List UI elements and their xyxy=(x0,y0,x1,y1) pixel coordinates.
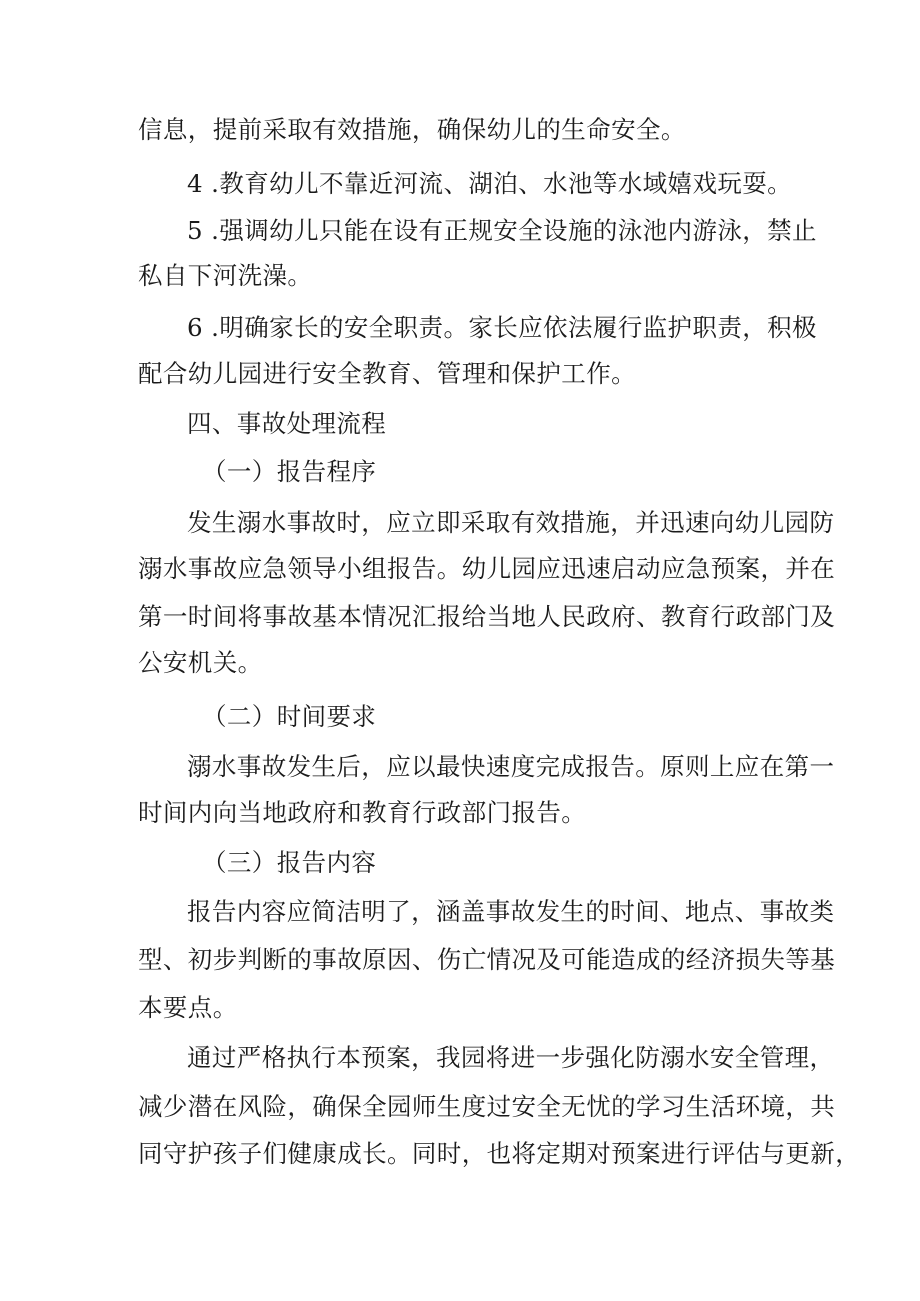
list-item-4: 4 .教育幼儿不靠近河流、湖泊、水池等水域嬉戏玩耍。 xyxy=(187,169,793,198)
body-text-line: 发生溺水事故时，应立即采取有效措施，并迅速向幼儿园防 xyxy=(187,508,835,537)
body-text-line: 公安机关。 xyxy=(138,648,263,677)
body-text-line: 第一时间将事故基本情况汇报给当地人民政府、教育行政部门及 xyxy=(138,602,836,631)
body-text-line: 配合幼儿园进行安全教育、管理和保护工作。 xyxy=(138,359,636,388)
list-item-5: 5 .强调幼儿只能在设有正规安全设施的泳池内游泳，禁止 xyxy=(187,216,817,245)
body-text-line: 溺水事故发生后，应以最快速度完成报告。原则上应在第一 xyxy=(187,752,835,781)
body-text-line: 通过严格执行本预案，我园将进一步强化防溺水安全管理， xyxy=(187,1043,835,1072)
body-text-line: 型、初步判断的事故原因、伤亡情况及可能造成的经济损失等基 xyxy=(138,945,836,974)
body-text-line: 同守护孩子们健康成长。同时，也将定期对预案进行评估与更新， xyxy=(138,1139,861,1168)
section-heading: 四、事故处理流程 xyxy=(187,409,387,438)
subsection-heading: （一）报告程序 xyxy=(202,457,377,486)
body-text-line: 报告内容应简洁明了，涵盖事故发生的时间、地点、事故类 xyxy=(187,897,835,926)
body-text-line: 私自下河洗澡。 xyxy=(138,261,313,290)
list-item-6: 6 .明确家长的安全职责。家长应依法履行监护职责，积极 xyxy=(187,313,817,342)
body-text-line: 本要点。 xyxy=(138,993,238,1022)
body-text-line: 时间内向当地政府和教育行政部门报告。 xyxy=(138,798,587,827)
body-text-line: 减少潜在风险，确保全园师生度过安全无忧的学习生活环境，共 xyxy=(138,1092,836,1121)
subsection-heading: （三）报告内容 xyxy=(202,848,377,877)
body-text-line: 溺水事故应急领导小组报告。幼儿园应迅速启动应急预案，并在 xyxy=(138,554,836,583)
body-text-line: 信息，提前采取有效措施，确保幼儿的生命安全。 xyxy=(138,115,686,144)
subsection-heading: （二）时间要求 xyxy=(202,702,377,731)
